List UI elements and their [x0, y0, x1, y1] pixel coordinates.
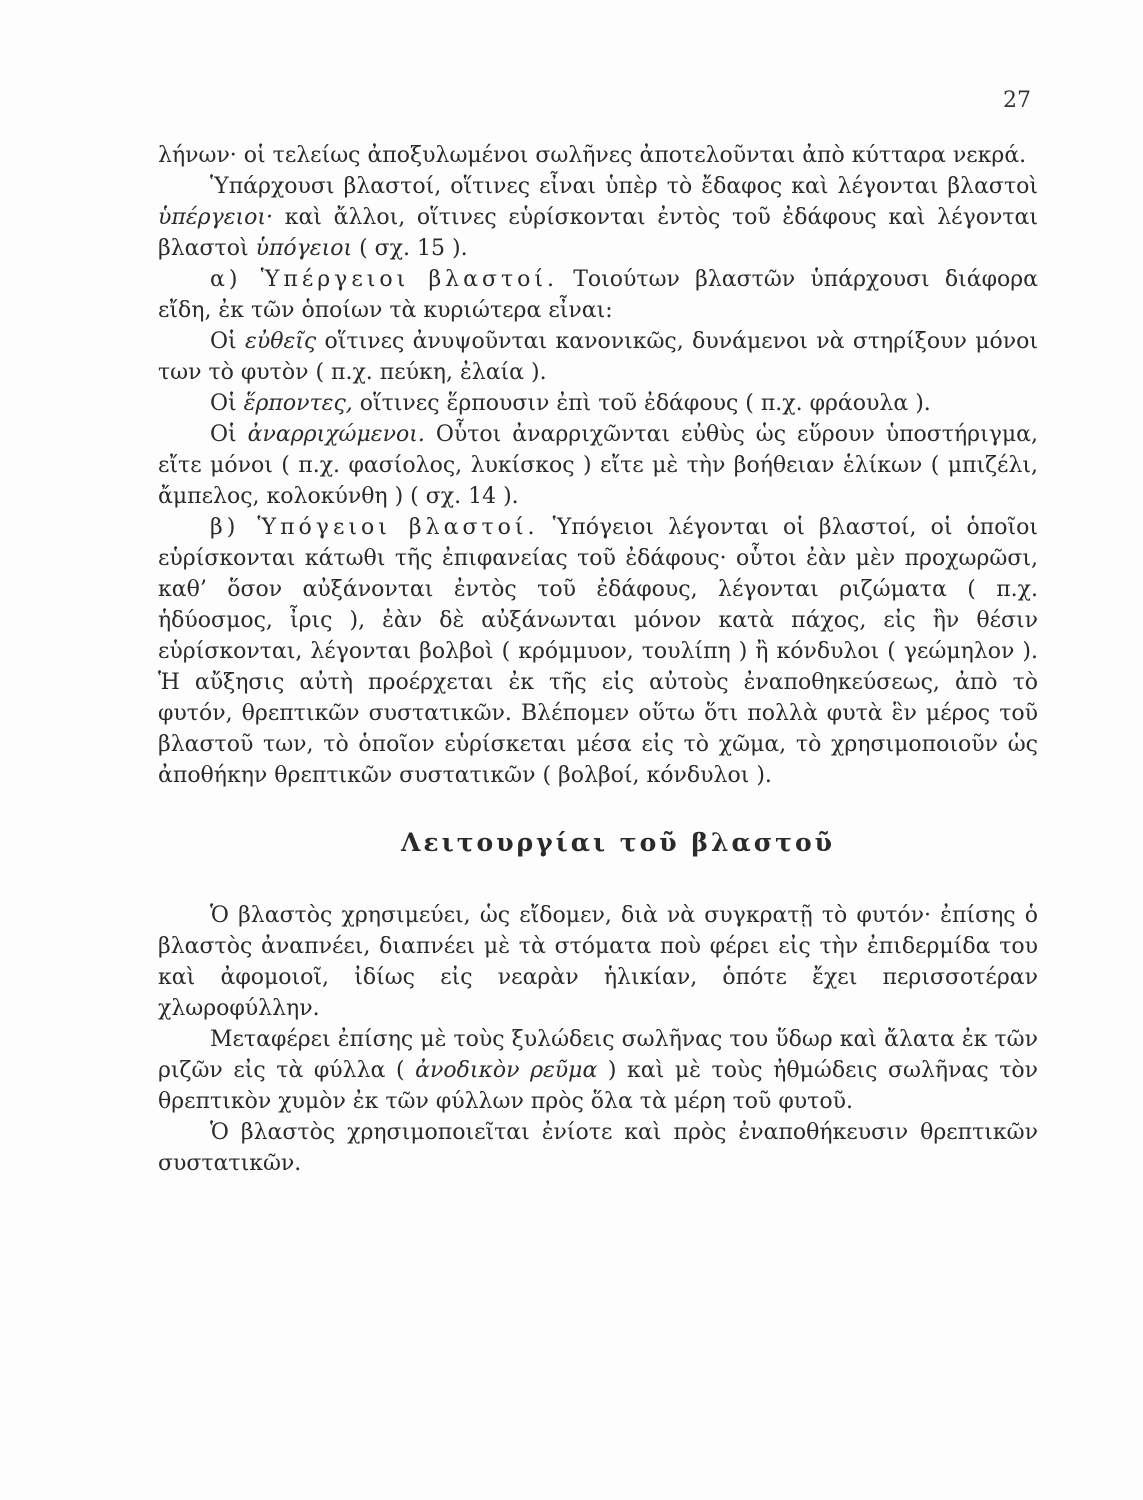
section-label: β) Ὑπόγειοι βλαστοί. — [210, 515, 539, 540]
page-number: 27 — [1003, 88, 1031, 113]
section-heading: Λειτουργίαι τοῦ βλαστοῦ — [401, 828, 835, 857]
paragraph: Ὑπάρχουσι βλαστοί, οἵτινες εἶναι ὑπὲρ τὸ ἔδαφος καὶ λέγονται βλαστοὶ ὑπέργειοι· καὶ ἄλλοι, οἵτινες εὑρίσκονται ἐντὸς τοῦ ἐδάφους καὶ λέγονται βλαστοὶ ὑπόγειοι ( σχ. 15 ). — [158, 174, 1038, 261]
paragraph: α) Ὑπέργειοι βλαστοί. Τοιούτων βλαστῶν ὑπάρχουσι διάφορα εἴδη, ἐκ τῶν ὁποίων τὰ κυριώτερα εἶναι: — [158, 267, 1039, 323]
paragraph: Οἱ εὐθεῖς οἵτινες ἀνυψοῦνται κανονικῶς, δυνάμενοι νὰ στηρίξουν μόνοι των τὸ φυτὸν ( π.χ. πεύκη, ἐλαία ). — [158, 329, 1038, 385]
paragraph: β) Ὑπόγειοι βλαστοί. Ὑπόγειοι λέγονται οἱ βλαστοί, οἱ ὁποῖοι εὑρίσκονται κάτωθι τῆς ἐπιφανείας τοῦ ἐδάφους· οὗτοι ἐὰν μὲν προχωρῶσι, καθ’ ὅσον αὐξάνονται ἐντὸς τοῦ ἐδάφους, λέγονται ριζώματα ( π.χ. ἡδύοσμος, ἶρις ), ἐὰν δὲ αὐξάνωνται μόνον κατὰ πάχος, εἰς ἣν θέσιν εὑρίσκονται, λέγονται βολβοὶ ( κρόμμυον, τουλίπη ) ἢ κόνδυλοι ( γεώμηλον ). Ἡ αὔξησις αὐτὴ προέρχεται ἐκ τῆς εἰς αὐτοὺς ἐναποθηκεύσεως, ἀπὸ τὸ φυτόν, θρεπτικῶν συστατικῶν. Βλέπομεν οὕτω ὅτι πολλὰ φυτὰ ἓν μέρος τοῦ βλαστοῦ των, τὸ ὁποῖον εὑρίσκεται μέσα εἰς τὸ χῶμα, τὸ χρησιμοποιοῦν ὡς ἀποθήκην θρεπτικῶν συστατικῶν ( βολβοί, κόνδυλοι ). — [158, 515, 1038, 788]
paragraph: Μεταφέρει ἐπίσης μὲ τοὺς ξυλώδεις σωλῆνας του ὕδωρ καὶ ἄλατα ἐκ τῶν ριζῶν εἰς τὰ φύλλα ( ἀνοδικὸν ρεῦμα ) καὶ μὲ τοὺς ἠθμώδεις σωλῆνας τὸν θρεπτικὸν χυμὸν ἐκ τῶν φύλλων πρὸς ὅλα τὰ μέρη τοῦ φυτοῦ. — [158, 1027, 1038, 1114]
paragraph: Οἱ ἀναρριχώμενοι. Οὗτοι ἀναρριχῶνται εὐθὺς ὡς εὕρουν ὑποστήριγμα, εἴτε μόνοι ( π.χ. φασίολος, λυκίσκος ) εἴτε μὲ τὴν βοήθειαν ἑλίκων ( μπιζέλι, ἄμπελος, κολοκύνθη ) ( σχ. 14 ). — [158, 422, 1038, 509]
paragraph: Ὁ βλαστὸς χρησιμεύει, ὡς εἴδομεν, διὰ νὰ συγκρατῇ τὸ φυτόν· ἐπίσης ὁ βλαστὸς ἀναπνέει, διαπνέει μὲ τὰ στόματα ποὺ φέρει εἰς τὴν ἐπιδερμίδα του καὶ ἀφομοιοῖ, ἰδίως εἰς νεαρὰν ἡλικίαν, ὁπότε ἔχει περισσοτέραν χλωροφύλλην. — [158, 903, 1038, 1021]
paragraph: Οἱ ἕρποντες, οἵτινες ἕρπουσιν ἐπὶ τοῦ ἐδάφους ( π.χ. φράουλα ). — [210, 391, 931, 416]
paragraph: λήνων· οἱ τελείως ἀποξυλωμένοι σωλῆνες ἀποτελοῦνται ἀπὸ κύτταρα νεκρά. — [158, 143, 1027, 168]
body-text — [158, 140, 1038, 1179]
paragraph: Ὁ βλαστὸς χρησιμοποιεῖται ἐνίοτε καὶ πρὸς ἐναποθήκευσιν θρεπτικῶν συστατικῶν. — [158, 1120, 1038, 1176]
section-label: α) Ὑπέργειοι βλαστοί. — [210, 267, 559, 292]
